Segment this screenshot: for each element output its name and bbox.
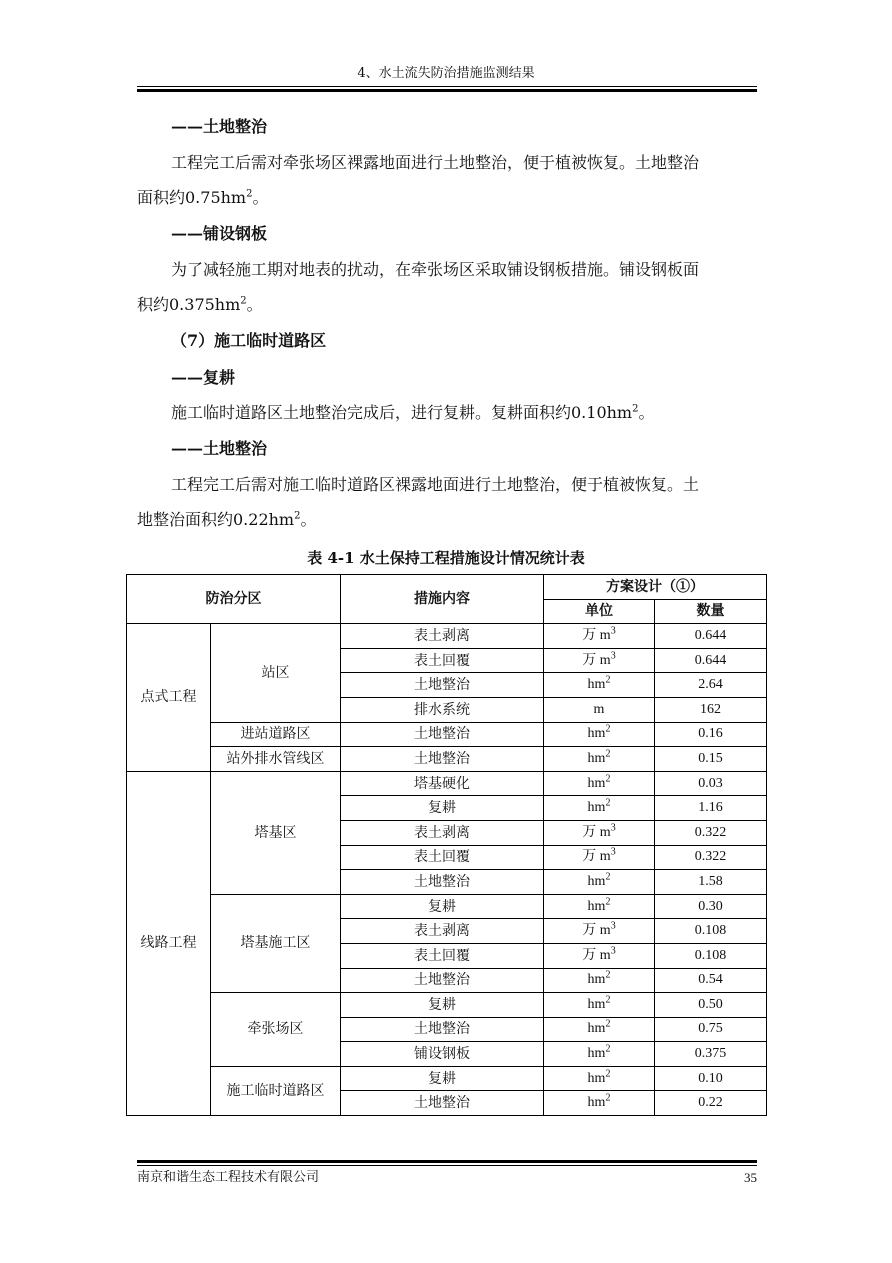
- quantity-cell: 0.16: [655, 722, 767, 747]
- footer-rule-thick: [137, 1160, 757, 1163]
- quantity-cell: 0.108: [655, 943, 767, 968]
- header-zone: 防治分区: [127, 575, 341, 624]
- quantity-cell: 0.108: [655, 919, 767, 944]
- measure-cell: 复耕: [341, 796, 544, 821]
- unit-base: hm: [587, 1046, 606, 1062]
- unit-exponent: 2: [605, 871, 611, 883]
- unit-base: hm: [587, 873, 606, 889]
- quantity-cell: 0.75: [655, 1017, 767, 1042]
- subzone-name-cell: 站外排水管线区: [211, 747, 341, 772]
- measure-cell: 表土剥离: [341, 919, 544, 944]
- paragraph-line: 施工临时道路区土地整治完成后，进行复耕。复耕面积约$0.10hm^2$。: [171, 403, 655, 422]
- quantity-cell: 0.644: [655, 648, 767, 673]
- unit-cell: [544, 747, 655, 772]
- measure-cell: 排水系统: [341, 697, 544, 722]
- measure-cell: 土地整治: [341, 968, 544, 993]
- unit-base: 万 m: [582, 947, 611, 963]
- measure-cell: 塔基硬化: [341, 771, 544, 796]
- header-plan: 方案设计（①）: [544, 575, 767, 600]
- subzone-name-cell: 牵张场区: [211, 993, 341, 1067]
- unit-cell: [544, 624, 655, 649]
- unit-exponent: 2: [605, 895, 611, 907]
- measure-cell: 表土剥离: [341, 624, 544, 649]
- subzone-name-cell: 站区: [211, 624, 341, 722]
- paragraph-line: 积约$0.375hm^2$。: [137, 295, 263, 314]
- measure-cell: 土地整治: [341, 673, 544, 698]
- measure-cell: 表土剥离: [341, 820, 544, 845]
- unit-base: hm: [587, 750, 606, 766]
- unit-base: hm: [587, 726, 606, 742]
- unit-exponent: 3: [610, 625, 616, 637]
- unit-exponent: 2: [605, 674, 611, 686]
- quantity-cell: 0.322: [655, 820, 767, 845]
- unit-base: 万 m: [582, 627, 611, 643]
- quantity-cell: 0.10: [655, 1066, 767, 1091]
- measure-cell: 铺设钢板: [341, 1042, 544, 1067]
- footer-company: 南京和谐生态工程技术有限公司: [137, 1170, 320, 1185]
- subzone-name-cell: 塔基区: [211, 771, 341, 894]
- footer-rule-thin: [137, 1165, 757, 1166]
- unit-base: hm: [587, 677, 606, 693]
- unit-cell: [544, 894, 655, 919]
- unit-cell: [544, 870, 655, 895]
- unit-cell: [544, 1017, 655, 1042]
- unit-base: hm: [587, 1070, 606, 1086]
- header-measure: 措施内容: [341, 575, 544, 624]
- table-row: [127, 624, 767, 649]
- measure-cell: 表土回覆: [341, 648, 544, 673]
- unit-exponent: 2: [605, 1092, 611, 1104]
- subheading-reclamation: ——复耕: [171, 368, 236, 387]
- table-row: [127, 722, 767, 747]
- table-row: [127, 747, 767, 772]
- body-text: [137, 0, 757, 540]
- paragraph-line: 面积约$0.75hm^2$。: [137, 188, 269, 207]
- group-name-cell: 点式工程: [127, 624, 211, 772]
- quantity-cell: 0.03: [655, 771, 767, 796]
- unit-cell: [544, 993, 655, 1018]
- unit-base: hm: [587, 800, 606, 816]
- header-unit: 单位: [544, 599, 655, 624]
- measure-cell: 土地整治: [341, 1017, 544, 1042]
- unit-base: hm: [587, 898, 606, 914]
- unit-exponent: 3: [610, 846, 616, 858]
- unit-exponent: 2: [605, 772, 611, 784]
- section-heading-temp-road: （7）施工临时道路区: [171, 331, 327, 350]
- page-number: 35: [744, 1170, 757, 1185]
- quantity-cell: 0.644: [655, 624, 767, 649]
- quantity-cell: 0.50: [655, 993, 767, 1018]
- group-name-cell: 线路工程: [127, 771, 211, 1115]
- measure-cell: 土地整治: [341, 1091, 544, 1116]
- table-row: [127, 1066, 767, 1091]
- measure-cell: 复耕: [341, 894, 544, 919]
- measure-cell: 复耕: [341, 1066, 544, 1091]
- unit-cell: [544, 796, 655, 821]
- unit-base: 万 m: [582, 824, 611, 840]
- quantity-cell: 0.375: [655, 1042, 767, 1067]
- quantity-cell: 0.15: [655, 747, 767, 772]
- unit-cell: [544, 1066, 655, 1091]
- unit-base: hm: [587, 1095, 606, 1111]
- paragraph-line: 为了减轻施工期对地表的扰动，在牵张场区采取铺设钢板措施。铺设钢板面: [171, 260, 700, 279]
- unit-exponent: 2: [605, 1043, 611, 1055]
- unit-cell: [544, 1042, 655, 1067]
- unit-exponent: 3: [610, 945, 616, 957]
- measure-cell: 土地整治: [341, 747, 544, 772]
- unit-base: 万 m: [582, 923, 611, 939]
- table-row: [127, 771, 767, 796]
- unit-base: m: [593, 701, 605, 717]
- measure-cell: 表土回覆: [341, 845, 544, 870]
- quantity-cell: 2.64: [655, 673, 767, 698]
- unit-cell: [544, 673, 655, 698]
- subzone-name-cell: 塔基施工区: [211, 894, 341, 992]
- unit-cell: [544, 1091, 655, 1116]
- unit-base: hm: [587, 996, 606, 1012]
- unit-exponent: 2: [605, 969, 611, 981]
- unit-cell: [544, 943, 655, 968]
- table-row: [127, 894, 767, 919]
- unit-cell: [544, 771, 655, 796]
- unit-base: 万 m: [582, 652, 611, 668]
- unit-base: 万 m: [582, 849, 611, 865]
- quantity-cell: 0.54: [655, 968, 767, 993]
- unit-cell: [544, 968, 655, 993]
- page-header-title: 4、水土流失防治措施监测结果: [357, 66, 535, 81]
- unit-cell: [544, 919, 655, 944]
- measure-cell: 土地整治: [341, 722, 544, 747]
- unit-base: hm: [587, 1021, 606, 1037]
- quantity-cell: 1.16: [655, 796, 767, 821]
- quantity-cell: 0.322: [655, 845, 767, 870]
- quantity-cell: 0.30: [655, 894, 767, 919]
- unit-exponent: 2: [605, 1018, 611, 1030]
- paragraph-line: 地整治面积约$0.22hm^2$。: [137, 510, 317, 529]
- unit-exponent: 3: [610, 822, 616, 834]
- unit-base: hm: [587, 972, 606, 988]
- subheading-land-leveling-1: ——土地整治: [171, 117, 268, 136]
- unit-exponent: 2: [605, 797, 611, 809]
- measure-cell: 复耕: [341, 993, 544, 1018]
- unit-cell: [544, 722, 655, 747]
- unit-exponent: 2: [605, 994, 611, 1006]
- paragraph-line: 工程完工后需对施工临时道路区裸露地面进行土地整治，便于植被恢复。土: [171, 475, 700, 494]
- quantity-cell: 1.58: [655, 870, 767, 895]
- unit-base: hm: [587, 775, 606, 791]
- unit-exponent: 2: [605, 1068, 611, 1080]
- quantity-cell: 162: [655, 697, 767, 722]
- measures-table: [126, 574, 767, 1116]
- unit-cell: [544, 845, 655, 870]
- unit-cell: [544, 697, 655, 722]
- measure-cell: 土地整治: [341, 870, 544, 895]
- quantity-cell: 0.22: [655, 1091, 767, 1116]
- subzone-name-cell: 施工临时道路区: [211, 1066, 341, 1115]
- subheading-land-leveling-2: ——土地整治: [171, 439, 268, 458]
- table-row: [127, 993, 767, 1018]
- subheading-steel-plate: ——铺设钢板: [171, 224, 268, 243]
- table-caption: 表 4-1 水土保持工程措施设计情况统计表: [307, 549, 585, 567]
- unit-exponent: 2: [605, 748, 611, 760]
- paragraph-line: 工程完工后需对牵张场区裸露地面进行土地整治，便于植被恢复。土地整治: [171, 153, 700, 172]
- unit-exponent: 3: [610, 649, 616, 661]
- unit-exponent: 2: [605, 723, 611, 735]
- subzone-name-cell: 进站道路区: [211, 722, 341, 747]
- measure-cell: 表土回覆: [341, 943, 544, 968]
- unit-cell: [544, 648, 655, 673]
- header-qty: 数量: [655, 599, 767, 624]
- unit-exponent: 3: [610, 920, 616, 932]
- unit-cell: [544, 820, 655, 845]
